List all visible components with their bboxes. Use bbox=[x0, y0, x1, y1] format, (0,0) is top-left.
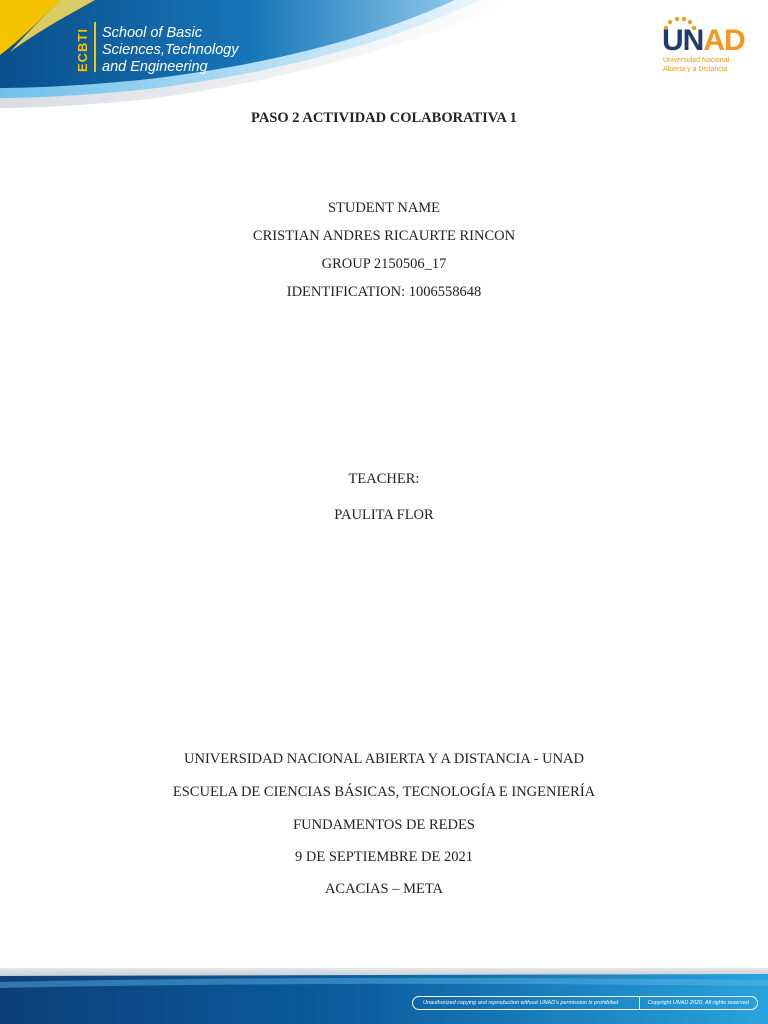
university-name: UNIVERSIDAD NACIONAL ABIERTA Y A DISTANCIA - UNAD bbox=[184, 751, 584, 767]
teacher-name: PAULITA FLOR bbox=[334, 507, 434, 523]
group-number: GROUP 2150506_17 bbox=[321, 256, 447, 272]
course-name: FUNDAMENTOS DE REDES bbox=[293, 817, 475, 833]
footer-copyright: Copyright UNAD 2020. All rights reserved bbox=[647, 1000, 749, 1006]
school-name-line: School of Basic bbox=[102, 25, 202, 41]
identification: IDENTIFICATION: 1006558648 bbox=[286, 284, 482, 300]
school-name-line: and Engineering bbox=[102, 59, 208, 75]
footer-copy-warning: Unauthorized copying and reproduction without UNAD's permission is prohibited bbox=[413, 997, 640, 1009]
unad-wordmark-un: UN bbox=[662, 24, 704, 57]
student-name: CRISTIAN ANDRES RICAURTE RINCON bbox=[252, 228, 516, 244]
unad-subtitle-line: Universidad Nacional bbox=[663, 57, 730, 64]
teacher-label: TEACHER: bbox=[348, 471, 420, 487]
ecbti-label: ECBTI bbox=[75, 28, 90, 72]
document-title: PASO 2 ACTIVIDAD COLABORATIVA 1 bbox=[251, 110, 517, 126]
school-name-line: Sciences,Technology bbox=[102, 42, 239, 58]
document-location: ACACIAS – META bbox=[324, 881, 444, 897]
footer-notice bbox=[412, 996, 758, 1010]
student-label: STUDENT NAME bbox=[327, 200, 441, 216]
document-date: 9 DE SEPTIEMBRE DE 2021 bbox=[294, 849, 474, 865]
school-name-es: ESCUELA DE CIENCIAS BÁSICAS, TECNOLOGÍA E INGENIERÍA bbox=[172, 784, 596, 800]
unad-subtitle-line: Abierta y a Distancia bbox=[663, 65, 728, 73]
unad-wordmark-ad: AD bbox=[703, 24, 745, 57]
